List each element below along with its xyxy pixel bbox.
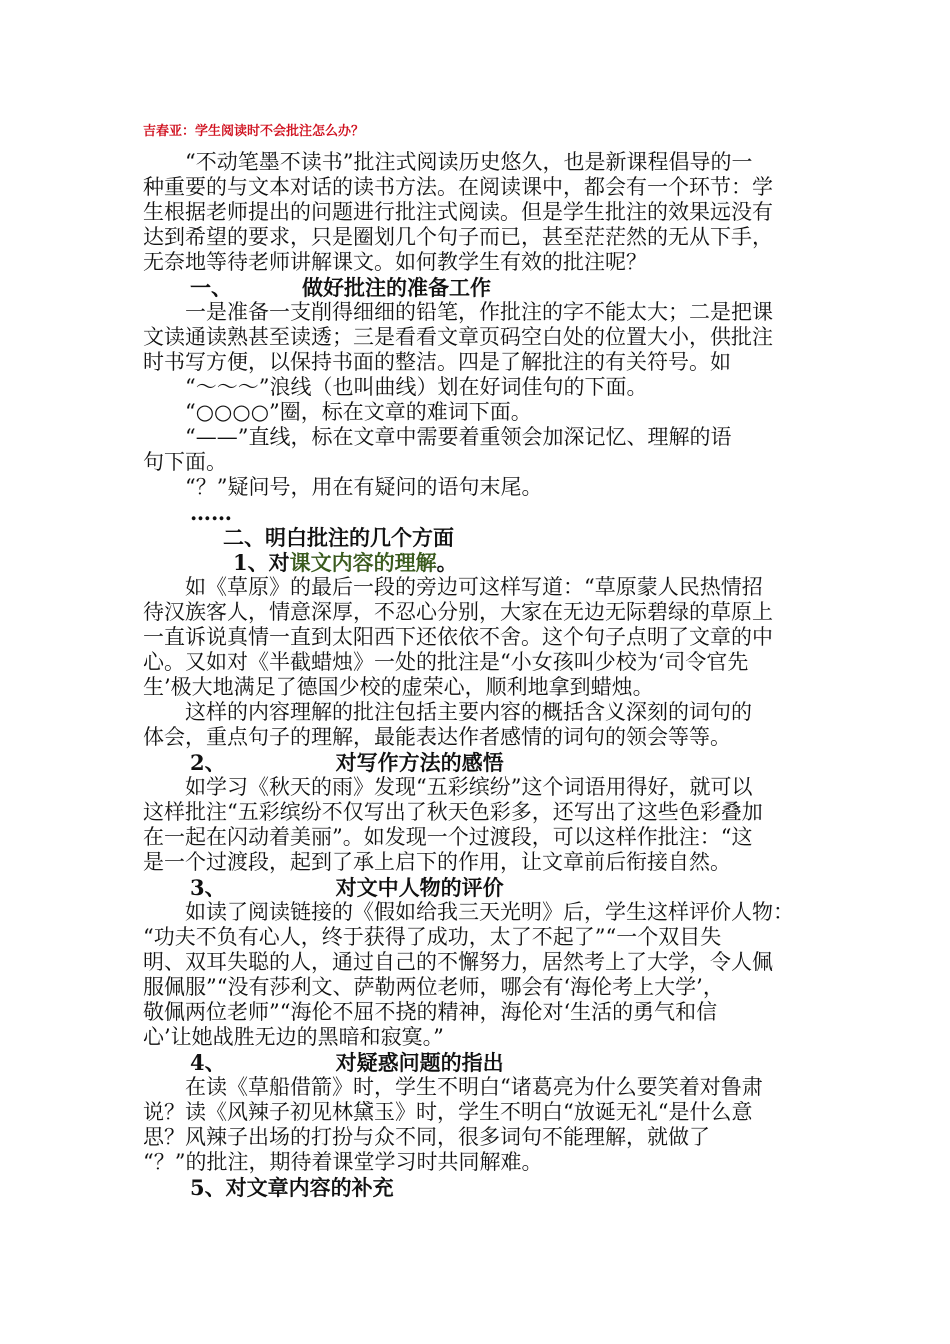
symbol-question-mark: “？”疑问号，用在有疑问的语句末尾。 bbox=[143, 475, 543, 499]
sub4-line: 说？读《风辣子初见林黛玉》时，学生不明白“放诞无礼“是什么意 bbox=[143, 1100, 753, 1124]
sub1-line: 生’极大地满足了德国少校的虚荣心，顺利地拿到蜡烛。 bbox=[143, 675, 654, 699]
sub4-title: 对疑惑问题的指出 bbox=[335, 1050, 504, 1075]
section1-heading bbox=[190, 275, 491, 300]
section1-line: 句下面。 bbox=[143, 450, 227, 474]
sub3-line: 敬佩两位老师”“海伦不屈不挠的精神，海伦对‘生活的勇气和信 bbox=[143, 1000, 718, 1024]
intro-line: 生根据老师提出的问题进行批注式阅读。但是学生批注的效果远没有 bbox=[143, 200, 773, 224]
sub1-title: 课文内容的理解 bbox=[289, 550, 437, 575]
ellipsis: …… bbox=[190, 500, 232, 525]
sub1-line: 体会，重点句子的理解，最能表达作者感情的词句的领会等等。 bbox=[143, 725, 731, 749]
sub5-heading: 5、对文章内容的补充 bbox=[190, 1175, 394, 1200]
intro-line: 种重要的与文本对话的读书方法。在阅读课中，都会有一个环节：学 bbox=[143, 175, 773, 199]
section2-heading: 二、明白批注的几个方面 bbox=[223, 525, 454, 550]
sub1-line: 这样的内容理解的批注包括主要内容的概括含义深刻的词句的 bbox=[143, 700, 752, 724]
sub1-heading bbox=[233, 550, 458, 575]
sub3-line: 服佩服”“没有莎利文、萨勒两位老师，哪会有‘海伦考上大学’， bbox=[143, 975, 724, 999]
sub1-line: 待汉族客人，情意深厚，不忍心分别，大家在无边无际碧绿的草原上 bbox=[143, 600, 773, 624]
sub2-line: 在一起在闪动着美丽”。如发现一个过渡段，可以这样作批注：“这 bbox=[143, 825, 753, 849]
intro-line: 达到希望的要求，只是圈划几个句子而已，甚至茫茫然的无从下手， bbox=[143, 225, 773, 249]
section1-line: 文读通读熟甚至读透；三是看看文章页码空白处的位置大小，供批注 bbox=[143, 325, 773, 349]
sub2-line: 是一个过渡段，起到了承上启下的作用，让文章前后衔接自然。 bbox=[143, 850, 731, 874]
section1-line: 一是准备一支削得细细的铅笔，作批注的字不能太大；二是把课 bbox=[143, 300, 773, 324]
sub3-line: 心’让她战胜无边的黑暗和寂寞。” bbox=[143, 1025, 444, 1049]
sub2-title: 对写作方法的感悟 bbox=[335, 750, 504, 775]
sub3-line: 明、双耳失聪的人，通过自己的不懈努力，居然考上了大学，令人佩 bbox=[143, 950, 773, 974]
sub1-line: 一直诉说真情一直到太阳西下还依依不舍。这个句子点明了文章的中 bbox=[143, 625, 773, 649]
symbol-circle: “○○○○”圈，标在文章的难词下面。 bbox=[143, 400, 532, 424]
section1-title: 做好批注的准备工作 bbox=[302, 275, 491, 300]
sub3-line: “功夫不负有心人，终于获得了成功，太了不起了”“一个双目失 bbox=[143, 925, 722, 949]
sub1-line: 如《草原》的最后一段的旁边可这样写道：“草原蒙人民热情招 bbox=[143, 575, 763, 599]
symbol-wavy-line: “～～～”浪线（也叫曲线）划在好词佳句的下面。 bbox=[143, 375, 648, 399]
sub4-line: 思？风辣子出场的打扮与众不同，很多词句不能理解，就做了 bbox=[143, 1125, 710, 1149]
sub2-number: 2、 bbox=[190, 750, 226, 775]
section1-number: 一、 bbox=[190, 275, 232, 300]
sub4-number: 4、 bbox=[190, 1050, 226, 1075]
sub1-suffix: 。 bbox=[436, 550, 458, 575]
sub4-heading bbox=[190, 1050, 504, 1075]
sub1-number: 1、对 bbox=[233, 550, 290, 575]
sub1-line: 心。又如对《半截蜡烛》一处的批注是“小女孩叫少校为‘司令官先 bbox=[143, 650, 749, 674]
symbol-straight-line: “——”直线，标在文章中需要着重领会加深记忆、理解的语 bbox=[143, 425, 732, 449]
sub2-line: 如学习《秋天的雨》发现“五彩缤纷”这个词语用得好，就可以 bbox=[143, 775, 753, 799]
sub4-line: 在读《草船借箭》时，学生不明白“诸葛亮为什么要笑着对鲁肃 bbox=[143, 1075, 763, 1099]
sub2-line: 这样批注“五彩缤纷不仅写出了秋天色彩多，还写出了这些色彩叠加 bbox=[143, 800, 763, 824]
section1-line: 时书写方便，以保持书面的整洁。四是了解批注的有关符号。如 bbox=[143, 350, 731, 374]
sub3-heading bbox=[190, 875, 504, 900]
sub4-line: “？”的批注，期待着课堂学习时共同解难。 bbox=[143, 1150, 543, 1174]
sub3-title: 对文中人物的评价 bbox=[335, 875, 504, 900]
article-title: 吉春亚：学生阅读时不会批注怎么办？ bbox=[143, 124, 365, 139]
intro-line: “不动笔墨不读书”批注式阅读历史悠久，也是新课程倡导的一 bbox=[143, 150, 753, 174]
sub2-heading bbox=[190, 750, 504, 775]
sub3-number: 3、 bbox=[190, 875, 226, 900]
intro-line: 无奈地等待老师讲解课文。如何教学生有效的批注呢？ bbox=[143, 250, 647, 274]
sub3-line: 如读了阅读链接的《假如给我三天光明》后，学生这样评价人物： bbox=[143, 900, 794, 924]
